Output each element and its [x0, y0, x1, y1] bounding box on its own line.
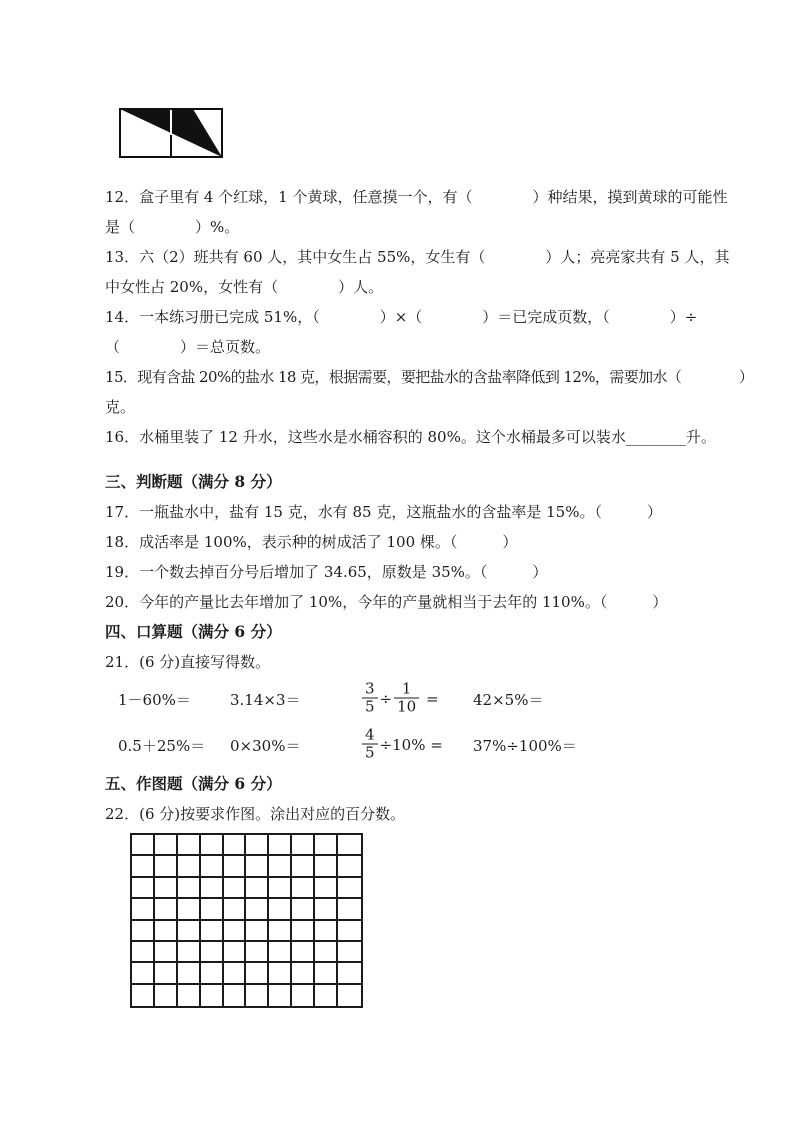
grid-cell [201, 878, 224, 899]
grid-cell [315, 985, 338, 1006]
grid-cell [224, 856, 247, 877]
grid-cell [338, 985, 361, 1006]
grid-cell [201, 921, 224, 942]
grid-cell [315, 835, 338, 856]
grid-cell [338, 899, 361, 920]
question-22-intro: 22．(6 分)按要求作图。涂出对应的百分数。 [105, 805, 406, 823]
grid-cell [315, 963, 338, 984]
grid-cell [224, 963, 247, 984]
grid-cell [132, 856, 155, 877]
section-oral-heading: 四、口算题（满分 6 分） [105, 622, 282, 641]
question-20-line: 20．今年的产量比去年增加了 10%，今年的产量就相当于去年的 110%。（ ） [105, 593, 668, 611]
grid-cell [246, 856, 269, 877]
question-19-line: 19．一个数去掉百分号后增加了 34.65，原数是 35%。（ ） [105, 563, 548, 581]
grid-cell [292, 899, 315, 920]
shaded-triangle-figure [119, 108, 223, 158]
grid-cell [292, 985, 315, 1006]
grid-cell [201, 835, 224, 856]
question-17-line: 17．一瓶盐水中，盐有 15 克，水有 85 克，这瓶盐水的含盐率是 15%。（ ） [105, 503, 662, 521]
fraction: $\frac{3}{5}$ [362, 681, 378, 716]
grid-cell [178, 878, 201, 899]
oral-expression: 1－60%＝ [118, 691, 191, 709]
grid-cell [178, 921, 201, 942]
question-21-intro: 21．(6 分)直接写得数。 [105, 653, 271, 671]
grid-cell [338, 921, 361, 942]
grid-cell [315, 942, 338, 963]
grid-cell [224, 899, 247, 920]
grid-cell [178, 899, 201, 920]
grid-cell [155, 921, 178, 942]
grid-cell [315, 878, 338, 899]
grid-cell [315, 856, 338, 877]
grid-cell [269, 985, 292, 1006]
grid-cell [292, 856, 315, 877]
fraction: $\frac{1}{10}$ [394, 681, 419, 716]
grid-cell [178, 985, 201, 1006]
grid-cell [224, 878, 247, 899]
grid-cell [246, 899, 269, 920]
grid-cell [201, 942, 224, 963]
grid-cell [246, 878, 269, 899]
grid-cell [246, 942, 269, 963]
oral-expression: 37%÷100%＝ [473, 737, 577, 755]
oral-expression: 3.14×3＝ [230, 691, 301, 709]
grid-cell [178, 942, 201, 963]
grid-cell [132, 963, 155, 984]
question-16-line: 16．水桶里装了 12 升水，这些水是水桶容积的 80%。这个水桶最多可以装水________升。 [105, 428, 716, 446]
question-18-line: 18．成活率是 100%，表示种的树成活了 100 棵。（ ） [105, 533, 518, 551]
grid-cell [155, 963, 178, 984]
grid-cell [246, 985, 269, 1006]
grid-cell [132, 899, 155, 920]
grid-cell [338, 963, 361, 984]
grid-cell [155, 878, 178, 899]
question-14-line-2: （ ）＝总页数。 [105, 338, 271, 356]
grid-cell [201, 985, 224, 1006]
question-12-line-1: 12．盒子里有 4 个红球，1 个黄球，任意摸一个，有（ ）种结果，摸到黄球的可能性 [105, 188, 728, 206]
grid-cell [178, 856, 201, 877]
oral-expression: 0×30%＝ [230, 737, 301, 755]
grid-cell [292, 942, 315, 963]
grid-cell [155, 856, 178, 877]
grid-cell [246, 921, 269, 942]
percent-grid [130, 833, 363, 1008]
grid-cell [292, 963, 315, 984]
section-draw-heading: 五、作图题（满分 6 分） [105, 774, 282, 793]
grid-cell [292, 878, 315, 899]
grid-cell [155, 899, 178, 920]
question-14-line-1: 14．一本练习册已完成 51%，（ ）×（ ）＝已完成页数，（ ）÷ [105, 308, 698, 326]
grid-cell [132, 921, 155, 942]
grid-cell [201, 899, 224, 920]
grid-cell [292, 921, 315, 942]
oral-calc-row-2 [105, 723, 703, 769]
oral-expression: $\frac{3}{5}$ ÷ $\frac{1}{10}$ = [360, 681, 439, 720]
grid-cell [269, 921, 292, 942]
question-12-line-2: 是（ ）%。 [105, 218, 240, 236]
shaded-triangle-svg [119, 108, 223, 158]
grid-cell [178, 963, 201, 984]
question-15-line-2: 克。 [105, 398, 136, 416]
grid-cell [246, 963, 269, 984]
oral-expression: $\frac{4}{5}$ ÷10% = [360, 727, 443, 766]
grid-cell [224, 921, 247, 942]
grid-cell [155, 985, 178, 1006]
grid-cell [201, 963, 224, 984]
grid-cell [315, 921, 338, 942]
grid-cell [178, 835, 201, 856]
grid-cell [338, 942, 361, 963]
oral-expression: 42×5%＝ [473, 691, 544, 709]
grid-cell [201, 856, 224, 877]
question-13-line-2: 中女性占 20%，女性有（ ）人。 [105, 278, 384, 296]
grid-cell [269, 942, 292, 963]
grid-cell [224, 985, 247, 1006]
oral-expression: 0.5＋25%＝ [118, 737, 206, 755]
grid-cell [338, 856, 361, 877]
grid-cell [132, 835, 155, 856]
grid-cell [155, 835, 178, 856]
grid-cell [292, 835, 315, 856]
oral-calc-row-1 [105, 677, 703, 723]
grid-cell [315, 899, 338, 920]
question-15-line-1: 15．现有含盐 20%的盐水 18 克，根据需要，要把盐水的含盐率降低到 12%，需要加水（ ） [105, 368, 754, 386]
grid-cell [246, 835, 269, 856]
grid-cell [338, 835, 361, 856]
grid-cell [269, 963, 292, 984]
grid-cell [132, 942, 155, 963]
grid-cell [132, 985, 155, 1006]
grid-cell [132, 878, 155, 899]
question-13-line-1: 13．六（2）班共有 60 人，其中女生占 55%，女生有（ ）人；亮亮家共有 5 人，其 [105, 248, 730, 266]
section-judge-heading: 三、判断题（满分 8 分） [105, 472, 282, 491]
grid-cell [224, 835, 247, 856]
grid-cell [155, 942, 178, 963]
grid-cell [269, 835, 292, 856]
fraction: $\frac{4}{5}$ [362, 727, 378, 762]
grid-cell [269, 878, 292, 899]
grid-cell [224, 942, 247, 963]
grid-cell [269, 899, 292, 920]
grid-cell [338, 878, 361, 899]
grid-cell [269, 856, 292, 877]
